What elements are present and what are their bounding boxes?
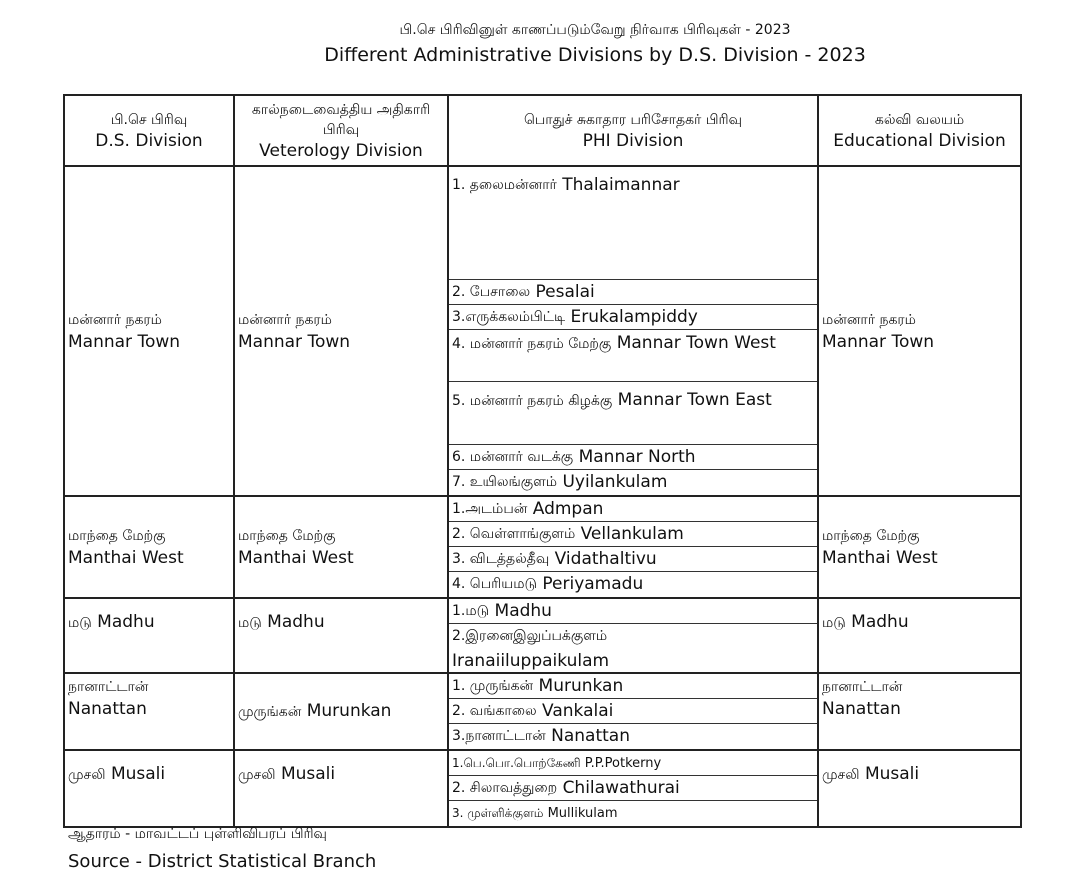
phi-item bbox=[449, 167, 817, 280]
header-ds-en: D.S. Division bbox=[95, 130, 203, 151]
header-ds bbox=[64, 95, 234, 166]
phi-item bbox=[449, 699, 817, 724]
edu-ta: முசலி bbox=[822, 767, 860, 783]
edu-ta: நானாட்டான் bbox=[822, 679, 903, 695]
phi-en: Vankalai bbox=[542, 700, 614, 721]
phi-item bbox=[449, 470, 817, 495]
phi-cell bbox=[448, 673, 818, 750]
ds-cell bbox=[64, 166, 234, 496]
edu-en: Musali bbox=[864, 764, 920, 784]
phi-ta: 2.இரனைஇலுப்பக்குளம் bbox=[452, 628, 608, 644]
vet-cell bbox=[234, 750, 448, 827]
phi-item bbox=[449, 522, 817, 547]
header-edu bbox=[818, 95, 1021, 166]
phi-ta: 2. பேசாலை bbox=[452, 283, 531, 300]
ds-ta: மன்னார் நகரம் bbox=[68, 312, 162, 328]
phi-ta: 7. உயிலங்குளம் bbox=[452, 474, 558, 490]
header-vet bbox=[234, 95, 448, 166]
vet-cell bbox=[234, 673, 448, 750]
phi-ta: 1.பெ.பொ.பொற்கேணி bbox=[452, 755, 581, 770]
phi-item bbox=[449, 751, 817, 776]
phi-en: P.P.Potkerny bbox=[584, 755, 662, 771]
source-english: Source - District Statistical Branch bbox=[68, 851, 377, 872]
header-ds-ta: பி.செ பிரிவு bbox=[110, 111, 188, 128]
phi-en: Nanattan bbox=[551, 726, 630, 746]
phi-en: Mannar Town West bbox=[616, 333, 776, 353]
phi-ta: 4. மன்னார் நகரம் மேற்கு bbox=[452, 336, 612, 352]
edu-ta: மாந்தை மேற்கு bbox=[822, 528, 920, 544]
phi-en: Mullikulam bbox=[547, 806, 618, 821]
ds-cell bbox=[64, 496, 234, 598]
table-row bbox=[64, 673, 1021, 750]
ds-cell bbox=[64, 598, 234, 673]
table-row bbox=[64, 598, 1021, 673]
ds-en: Madhu bbox=[97, 612, 155, 632]
header-vet-en: Veterology Division bbox=[259, 140, 423, 161]
phi-cell bbox=[448, 166, 818, 496]
table-row bbox=[64, 496, 1021, 598]
table-row bbox=[64, 750, 1021, 827]
ds-en: Nanattan bbox=[68, 699, 147, 719]
ds-ta: நானாட்டான் bbox=[68, 679, 149, 695]
phi-ta: 3. விடத்தல்தீவு bbox=[452, 550, 550, 567]
ds-ta: மாந்தை மேற்கு bbox=[68, 528, 166, 544]
phi-ta: 3.நானாட்டான் bbox=[452, 728, 546, 744]
header-edu-en: Educational Division bbox=[833, 130, 1006, 151]
header-phi bbox=[448, 95, 818, 166]
phi-en: Erukalampiddy bbox=[570, 306, 698, 327]
ds-en: Manthai West bbox=[68, 548, 184, 568]
vet-en: Madhu bbox=[267, 612, 325, 632]
edu-ta: மன்னார் நகரம் bbox=[822, 312, 916, 328]
edu-cell bbox=[818, 166, 1021, 496]
edu-en: Madhu bbox=[851, 612, 909, 632]
edu-cell bbox=[818, 598, 1021, 673]
phi-cell bbox=[448, 598, 818, 673]
phi-item bbox=[449, 776, 817, 801]
vet-en: Murunkan bbox=[306, 701, 392, 721]
phi-en: Madhu bbox=[494, 600, 552, 621]
phi-item bbox=[449, 801, 817, 826]
vet-ta: மன்னார் நகரம் bbox=[238, 312, 332, 328]
source-tamil: ஆதாரம் - மாவட்டப் புள்ளிவிபரப் பிரிவு bbox=[68, 826, 327, 842]
phi-ta: 3.எருக்கலம்பிட்டி bbox=[452, 308, 566, 325]
phi-item bbox=[449, 497, 817, 522]
phi-ta: 3. முள்ளிக்குளம் bbox=[452, 806, 544, 820]
vet-ta: முருங்கன் bbox=[238, 704, 302, 720]
vet-cell bbox=[234, 496, 448, 598]
phi-cell bbox=[448, 750, 818, 827]
title-english: Different Administrative Divisions by D.S. Division - 2023 bbox=[324, 44, 866, 66]
phi-item bbox=[449, 445, 817, 470]
phi-item bbox=[449, 624, 817, 672]
edu-en: Mannar Town bbox=[822, 332, 935, 352]
phi-ta: 1.அடம்பன் bbox=[452, 500, 528, 517]
edu-cell bbox=[818, 750, 1021, 827]
phi-ta: 2. சிலாவத்துறை bbox=[452, 779, 558, 796]
edu-ta: மடு bbox=[822, 615, 846, 631]
ds-en: Mannar Town bbox=[68, 332, 181, 352]
divisions-table bbox=[63, 94, 1022, 828]
vet-cell bbox=[234, 166, 448, 496]
phi-item bbox=[449, 724, 817, 749]
phi-item bbox=[449, 599, 817, 624]
phi-en: Pesalai bbox=[535, 281, 595, 302]
phi-en: Admpan bbox=[532, 498, 604, 519]
header-vet-ta: கால்நடைவைத்திய அதிகாரி பிரிவு bbox=[251, 101, 431, 138]
vet-en: Manthai West bbox=[238, 548, 354, 568]
phi-en: Iranaiiluppaikulam bbox=[452, 651, 610, 671]
phi-en: Thalaimannar bbox=[562, 175, 680, 195]
ds-cell bbox=[64, 673, 234, 750]
title-tamil: பி.செ பிரிவினுள் காணப்படும்வேறு நிர்வாக பிரிவுகள் - 2023 bbox=[399, 22, 791, 38]
phi-en: Vellankulam bbox=[580, 523, 684, 544]
ds-ta: முசலி bbox=[68, 767, 106, 783]
header-phi-en: PHI Division bbox=[582, 130, 684, 151]
phi-en: Mannar Town East bbox=[617, 390, 772, 410]
ds-en: Musali bbox=[110, 764, 166, 784]
table-row bbox=[64, 166, 1021, 496]
phi-item bbox=[449, 280, 817, 305]
edu-cell bbox=[818, 673, 1021, 750]
phi-item bbox=[449, 305, 817, 330]
edu-en: Manthai West bbox=[822, 548, 938, 568]
ds-ta: மடு bbox=[68, 615, 92, 631]
edu-cell bbox=[818, 496, 1021, 598]
phi-item bbox=[449, 572, 817, 597]
vet-en: Musali bbox=[280, 764, 336, 784]
phi-en: Mannar North bbox=[578, 446, 696, 467]
phi-cell bbox=[448, 496, 818, 598]
vet-en: Mannar Town bbox=[238, 332, 351, 352]
phi-ta: 1. தலைமன்னார் bbox=[452, 177, 557, 193]
phi-item bbox=[449, 382, 817, 445]
header-edu-ta: கல்வி வலயம் bbox=[874, 111, 965, 128]
phi-en: Vidathaltivu bbox=[554, 548, 657, 569]
vet-cell bbox=[234, 598, 448, 673]
phi-item bbox=[449, 674, 817, 699]
phi-ta: 1.மடு bbox=[452, 602, 490, 619]
vet-ta: மடு bbox=[238, 615, 262, 631]
phi-ta: 1. முருங்கன் bbox=[452, 677, 534, 694]
phi-en: Uyilankulam bbox=[562, 472, 668, 492]
phi-ta: 5. மன்னார் நகரம் கிழக்கு bbox=[452, 393, 613, 409]
phi-ta: 6. மன்னார் வடக்கு bbox=[452, 448, 574, 465]
header-phi-ta: பொதுச் சுகாதார பரிசோதகர் பிரிவு bbox=[523, 111, 743, 128]
phi-item bbox=[449, 330, 817, 382]
phi-en: Chilawathurai bbox=[562, 777, 680, 798]
phi-ta: 2. வங்காலை bbox=[452, 702, 537, 719]
header-row bbox=[64, 95, 1021, 166]
phi-item bbox=[449, 547, 817, 572]
vet-ta: மாந்தை மேற்கு bbox=[238, 528, 336, 544]
phi-ta: 4. பெரியமடு bbox=[452, 576, 537, 592]
phi-ta: 2. வெள்ளாங்குளம் bbox=[452, 525, 576, 542]
vet-ta: முசலி bbox=[238, 767, 276, 783]
ds-cell bbox=[64, 750, 234, 827]
edu-en: Nanattan bbox=[822, 699, 901, 719]
phi-en: Murunkan bbox=[538, 675, 624, 696]
phi-en: Periyamadu bbox=[542, 574, 644, 594]
